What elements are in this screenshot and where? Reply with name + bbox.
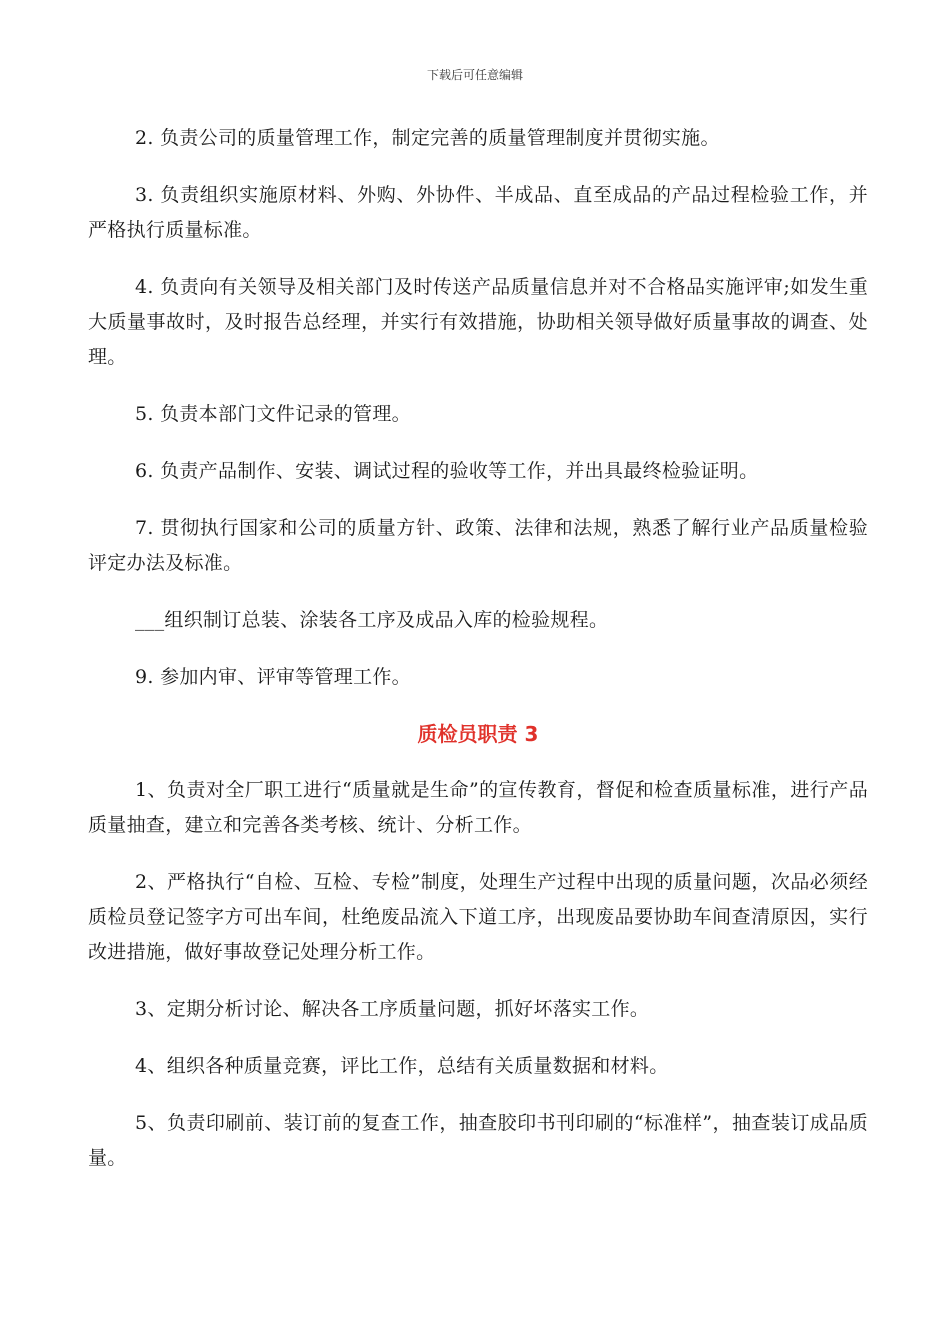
duty-item-7: 7. 贯彻执行国家和公司的质量方针、政策、法律和法规，熟悉了解行业产品质量检验评定办法及标准。 [88, 517, 868, 574]
duty-item-3: 3. 负责组织实施原材料、外购、外协件、半成品、直至成品的产品过程检验工作，并严格执行质量标准。 [88, 184, 868, 241]
section3-item-2: 2、严格执行“自检、互检、专检”制度，处理生产过程中出现的质量问题，次品必须经质检员登记签字方可出车间，杜绝废品流入下道工序，出现废品要协助车间查清原因，实行改进措施，做好事故登记处理分析工作。 [88, 871, 868, 963]
document-body [88, 121, 868, 1198]
header-note: 下载后可任意编辑 [426, 68, 523, 82]
duty-item-2: 2. 负责公司的质量管理工作，制定完善的质量管理制度并贯彻实施。 [135, 127, 720, 149]
duty-item-8: ___组织制订总装、涂装各工序及成品入库的检验规程。 [135, 609, 609, 631]
section3-item-1: 1、负责对全厂职工进行“质量就是生命”的宣传教育，督促和检查质量标准，进行产品质量抽查，建立和完善各类考核、统计、分析工作。 [88, 779, 868, 836]
section3-item-3: 3、定期分析讨论、解决各工序质量问题，抓好坏落实工作。 [135, 998, 650, 1020]
duty-item-4: 4. 负责向有关领导及相关部门及时传送产品质量信息并对不合格品实施评审;如发生重大质量事故时，及时报告总经理，并实行有效措施，协助相关领导做好质量事故的调查、处理。 [88, 276, 868, 368]
duty-item-5: 5. 负责本部门文件记录的管理。 [135, 403, 411, 425]
section3-item-4: 4、组织各种质量竞赛，评比工作，总结有关质量数据和材料。 [135, 1055, 669, 1077]
section3-item-5: 5、负责印刷前、装订前的复查工作，抽查胶印书刊印刷的“标准样”，抽查装订成品质量。 [88, 1112, 868, 1169]
section-title: 质检员职责 3 [417, 722, 539, 746]
duty-item-9: 9. 参加内审、评审等管理工作。 [135, 666, 411, 688]
duty-item-6: 6. 负责产品制作、安装、调试过程的验收等工作，并出具最终检验证明。 [135, 460, 759, 482]
